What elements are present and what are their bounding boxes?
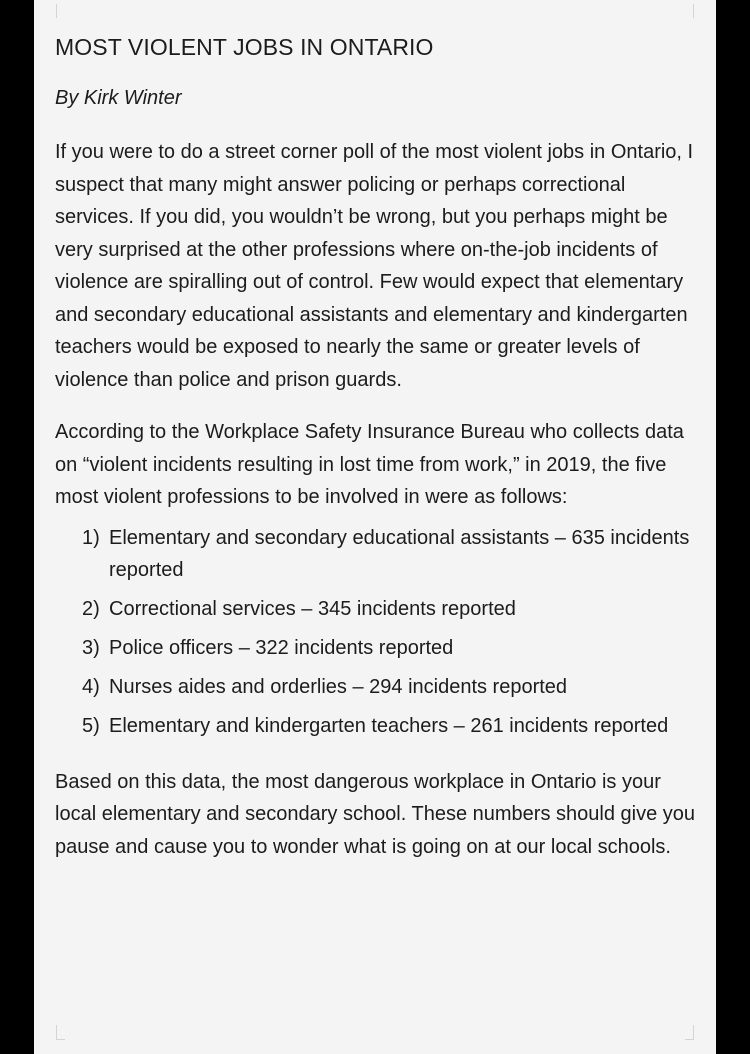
paragraph-data-source: According to the Workplace Safety Insurance Bureau who collects data on “violent incidents resulting in lost time from work,” in 2019, the five most violent professions to be involved in were as follows: bbox=[55, 421, 684, 508]
article-byline: By Kirk Winter bbox=[55, 87, 182, 109]
page-corner-mark bbox=[56, 1025, 65, 1040]
article bbox=[55, 30, 705, 863]
violent-professions-list bbox=[55, 522, 705, 742]
list-item-number: 1) bbox=[82, 526, 100, 549]
page-corner-mark bbox=[56, 4, 65, 18]
list-item-text: Police officers – 322 incidents reported bbox=[109, 636, 454, 659]
list-item-number: 3) bbox=[82, 636, 100, 659]
list-item bbox=[55, 632, 705, 664]
list-item-text: Nurses aides and orderlies – 294 incidents reported bbox=[109, 675, 568, 698]
document-page bbox=[34, 0, 716, 1054]
paragraph-intro: If you were to do a street corner poll of the most violent jobs in Ontario, I suspect that many might answer policing or perhaps correctional services. If you did, you wouldn’t be wrong, but you perhaps might be very surprised at the other professions where on-the-job incidents of violence are spiralling out of control. Few would expect that elementary and secondary educational assistants and elementary and kindergarten teachers would be exposed to nearly the same or greater levels of violence than police and prison guards. bbox=[55, 141, 694, 391]
list-item bbox=[55, 593, 705, 625]
list-item-text: Elementary and secondary educational assistants – 635 incidents reported bbox=[109, 526, 690, 581]
paragraph-conclusion: Based on this data, the most dangerous workplace in Ontario is your local elementary and secondary school. These numbers should give you pause and cause you to wonder what is going on at our local schools. bbox=[55, 770, 695, 858]
list-item bbox=[55, 671, 705, 703]
page-corner-mark bbox=[685, 1025, 694, 1040]
list-item-text: Correctional services – 345 incidents reported bbox=[109, 597, 516, 620]
list-item bbox=[55, 522, 705, 586]
list-item bbox=[55, 710, 705, 742]
page-corner-mark bbox=[685, 4, 694, 18]
article-title: MOST VIOLENT JOBS IN ONTARIO bbox=[55, 34, 434, 60]
list-item-number: 4) bbox=[82, 675, 100, 698]
list-item-text: Elementary and kindergarten teachers – 261 incidents reported bbox=[109, 714, 669, 737]
list-item-number: 5) bbox=[82, 714, 100, 737]
list-item-number: 2) bbox=[82, 597, 100, 620]
